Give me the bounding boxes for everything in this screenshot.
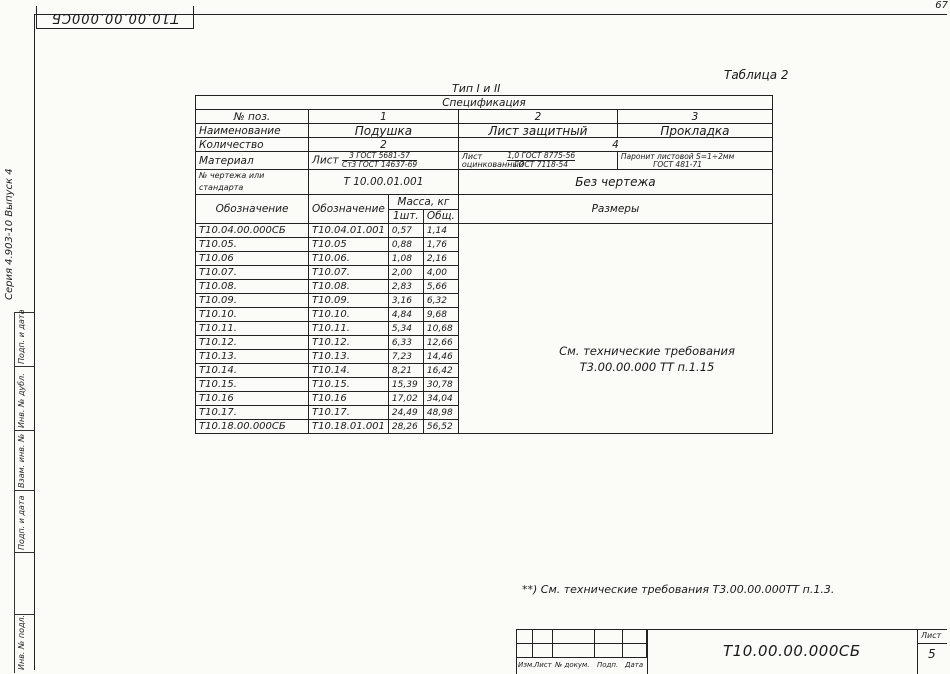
table-row: [196, 152, 773, 170]
margin-label: Подп. и дата: [17, 495, 26, 550]
table-row: [196, 96, 773, 110]
mass-one-cell: 4,84: [388, 308, 423, 322]
name-label: Наименование: [196, 124, 309, 138]
page-corner-number: 67: [935, 0, 948, 11]
designation-cell: Т10.12.: [196, 336, 309, 350]
material-2-fraction: [507, 152, 575, 169]
mass-one-cell: 24,49: [388, 406, 423, 420]
sheet-label: Лист: [921, 631, 942, 640]
strip-line: [14, 552, 34, 553]
requirements-note-line1: См. технические требования: [559, 344, 735, 358]
document-code: Т10.00.00.000СБ: [723, 642, 861, 660]
col-designation: Обозначение: [196, 195, 309, 224]
designation2-cell: Т10.17.: [309, 406, 389, 420]
material-1-prefix: Лист: [312, 154, 339, 167]
designation-cell: Т10.14.: [196, 364, 309, 378]
col-mass-one: 1шт.: [388, 209, 423, 224]
material-3-fraction: [621, 153, 734, 169]
designation2-cell: Т10.05: [309, 238, 389, 252]
table-row: [196, 195, 773, 210]
designation2-cell: Т10.15.: [309, 378, 389, 392]
table-row: [196, 110, 773, 124]
tb-divider: [917, 643, 947, 644]
material-3-top: Паронит листовой S=1÷2мм: [620, 151, 735, 161]
tb-divider: [917, 630, 918, 674]
material-1-top: 3 ГОСТ 5681-57: [342, 152, 417, 161]
series-label: Серия 4.903-10 Выпуск 4: [4, 168, 15, 300]
mass-total-cell: 48,98: [423, 406, 458, 420]
material-1-fraction: [342, 152, 417, 169]
col-designation-2: Обозначение: [309, 195, 389, 224]
margin-label: Инв. № дубл.: [17, 373, 26, 428]
strip-line: [14, 366, 34, 367]
tb-cell: [553, 630, 595, 644]
mass-total-cell: 30,78: [423, 378, 458, 392]
material-1-bottom: Ст3 ГОСТ 14637-69: [341, 160, 418, 169]
material-2: [458, 152, 617, 170]
designation-cell: Т10.06: [196, 252, 309, 266]
data-rows: [196, 224, 773, 434]
qty-23: 4: [458, 138, 772, 152]
tb-label-list: Лист: [534, 661, 552, 669]
designation2-cell: Т10.12.: [309, 336, 389, 350]
tb-cell: [623, 644, 647, 658]
sizes-cell: [458, 224, 772, 434]
designation-cell: Т10.10.: [196, 308, 309, 322]
tb-cell: [517, 630, 533, 644]
mass-one-cell: 5,34: [388, 322, 423, 336]
mass-one-cell: 0,57: [388, 224, 423, 238]
table-row: [196, 224, 773, 238]
tb-divider: [647, 630, 648, 674]
mass-one-cell: 6,33: [388, 336, 423, 350]
mass-total-cell: 5,66: [423, 280, 458, 294]
mass-total-cell: 2,16: [423, 252, 458, 266]
designation-cell: Т10.17.: [196, 406, 309, 420]
designation-cell: Т10.08.: [196, 280, 309, 294]
designation-cell: Т10.16: [196, 392, 309, 406]
mass-total-cell: 9,68: [423, 308, 458, 322]
col-sizes: Размеры: [458, 195, 772, 224]
top-stamp: [36, 6, 194, 29]
mass-total-cell: 34,04: [423, 392, 458, 406]
mass-one-cell: 1,08: [388, 252, 423, 266]
mass-total-cell: 12,66: [423, 336, 458, 350]
designation-cell: Т10.07.: [196, 266, 309, 280]
designation2-cell: Т10.07.: [309, 266, 389, 280]
material-label: Материал: [196, 152, 309, 170]
tb-cell: [533, 644, 553, 658]
pos-2: 2: [458, 110, 617, 124]
material-2-prefix: Лист оцинкованный: [461, 151, 524, 169]
mass-total-cell: 1,76: [423, 238, 458, 252]
margin-label: Подп. и дата: [17, 309, 26, 364]
footnote: **) См. технические требования Т3.00.00.000ТТ п.1.3.: [522, 583, 835, 596]
designation2-cell: Т10.10.: [309, 308, 389, 322]
designation2-cell: Т10.04.01.001: [309, 224, 389, 238]
qty-label: Количество: [196, 138, 309, 152]
material-3-bottom: ГОСТ 481-71: [653, 159, 702, 169]
mass-total-cell: 6,32: [423, 294, 458, 308]
material-1: [309, 152, 459, 170]
pos-1: 1: [309, 110, 459, 124]
strip-line: [14, 490, 34, 491]
tb-label-date: Дата: [625, 661, 644, 669]
title-block: [516, 629, 947, 674]
designation-cell: Т10.18.00.000СБ: [196, 420, 309, 434]
table-caption: Таблица 2: [724, 68, 789, 82]
name-2: Лист защитный: [458, 124, 617, 138]
strip-line: [14, 430, 34, 431]
mass-one-cell: 2,83: [388, 280, 423, 294]
mass-one-cell: 7,23: [388, 350, 423, 364]
table-row: [196, 124, 773, 138]
table-row: [196, 170, 773, 195]
designation-cell: Т10.13.: [196, 350, 309, 364]
requirements-note: [517, 343, 777, 375]
mass-total-cell: 14,46: [423, 350, 458, 364]
drawing-1: Т 10.00.01.001: [309, 170, 459, 195]
margin-label: Инв. № подл.: [17, 614, 26, 670]
tb-cell: [533, 630, 553, 644]
tb-label-sign: Подп.: [597, 661, 619, 669]
tb-cell: [623, 630, 647, 644]
tb-label-izm: Изм.: [518, 661, 535, 669]
material-3: [617, 152, 772, 170]
top-stamp-code: T10.00.00.000СБ: [51, 9, 179, 25]
designation2-cell: Т10.13.: [309, 350, 389, 364]
material-2-bottom: ГОСТ 7118-54: [514, 160, 569, 169]
type-caption: Тип I и II: [452, 82, 501, 95]
sheet-number: 5: [928, 647, 936, 661]
designation-cell: Т10.05.: [196, 238, 309, 252]
drawing-label: № чертежа или стандарта: [196, 170, 309, 195]
mass-total-cell: 4,00: [423, 266, 458, 280]
designation-cell: Т10.11.: [196, 322, 309, 336]
mass-one-cell: 2,00: [388, 266, 423, 280]
pos-label: № поз.: [196, 110, 309, 124]
spec-title: Спецификация: [196, 96, 773, 110]
designation-cell: Т10.09.: [196, 294, 309, 308]
col-mass: Масса, кг: [388, 195, 458, 210]
tb-cell: [553, 644, 595, 658]
mass-one-cell: 17,02: [388, 392, 423, 406]
mass-one-cell: 8,21: [388, 364, 423, 378]
mass-one-cell: 28,26: [388, 420, 423, 434]
pos-3: 3: [617, 110, 772, 124]
mass-total-cell: 1,14: [423, 224, 458, 238]
name-1: Подушка: [309, 124, 459, 138]
designation2-cell: Т10.08.: [309, 280, 389, 294]
designation2-cell: Т10.11.: [309, 322, 389, 336]
qty-1: 2: [309, 138, 459, 152]
designation-cell: Т10.15.: [196, 378, 309, 392]
specification-table: [195, 95, 773, 434]
mass-total-cell: 10,68: [423, 322, 458, 336]
designation-cell: Т10.04.00.000СБ: [196, 224, 309, 238]
table-row: [196, 138, 773, 152]
drawing-23: Без чертежа: [458, 170, 772, 195]
mass-total-cell: 16,42: [423, 364, 458, 378]
tb-label-doc: № докум.: [555, 661, 590, 669]
mass-one-cell: 3,16: [388, 294, 423, 308]
requirements-note-line2: Т3.00.00.000 ТТ п.1.15: [579, 360, 715, 374]
margin-label: Взам. инв. №: [17, 433, 26, 488]
mass-one-cell: 15,39: [388, 378, 423, 392]
designation2-cell: Т10.16: [309, 392, 389, 406]
left-margin-strip: [0, 0, 34, 673]
tb-cell: [595, 644, 623, 658]
designation2-cell: Т10.09.: [309, 294, 389, 308]
tb-cell: [595, 630, 623, 644]
mass-total-cell: 56,52: [423, 420, 458, 434]
tb-cell: [517, 644, 533, 658]
mass-one-cell: 0,88: [388, 238, 423, 252]
designation2-cell: Т10.06.: [309, 252, 389, 266]
col-mass-total: Общ.: [423, 209, 458, 224]
designation2-cell: Т10.14.: [309, 364, 389, 378]
name-3: Прокладка: [617, 124, 772, 138]
material-2-top: 1,0 ГОСТ 8775-56: [507, 151, 576, 160]
designation2-cell: Т10.18.01.001: [309, 420, 389, 434]
